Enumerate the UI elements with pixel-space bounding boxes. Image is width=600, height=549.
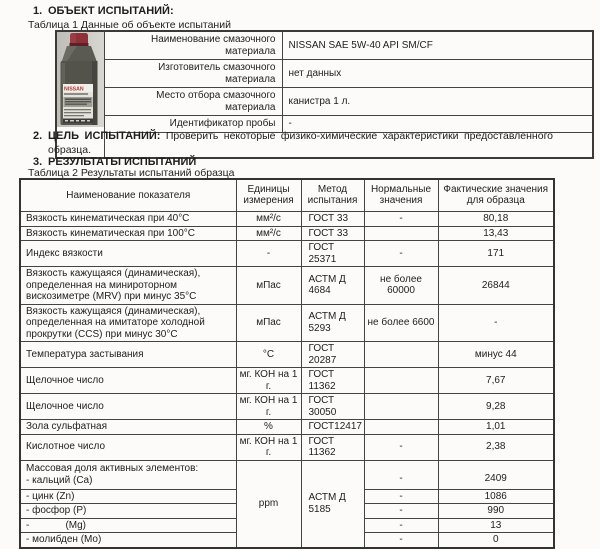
indicator-name-cell: Вязкость кинематическая при 40°С [20, 211, 236, 226]
actual-value-cell: 7,67 [438, 368, 554, 394]
indicator-name-cell: Температура застывания [20, 342, 236, 368]
indicator-name-cell: Индекс вязкости [20, 241, 236, 267]
normal-value-cell: - [364, 241, 438, 267]
normal-value-cell: - [364, 489, 438, 504]
group-method-cell: АСТМ Д 5185 [301, 460, 364, 548]
indicator-name-cell: - молибден (Mo) [20, 533, 236, 548]
table2-header-indicator: Наименование показателя [20, 179, 236, 211]
group-title: Массовая доля активных элементов: [26, 462, 199, 474]
table1-value: нет данных [282, 60, 593, 88]
normal-value-cell: - [364, 518, 438, 533]
normal-value-cell: - [364, 211, 438, 226]
table1-label: Место отбора смазочного материала [104, 88, 282, 116]
method-cell: АСТМ Д 5293 [301, 304, 364, 342]
indicator-name-cell: Кислотное число [20, 434, 236, 460]
normal-value-cell: - [364, 460, 438, 489]
indicator-name-cell: Вязкость кажущаяся (динамическая), определенная на минироторном вискозиметре (MRV) при минус 35°С [20, 267, 236, 305]
method-cell: ГОСТ 20287 [301, 342, 364, 368]
table1-row [56, 60, 593, 88]
actual-value-cell: 13,43 [438, 226, 554, 241]
table2-header-actual: Фактические значения для образца [438, 179, 554, 211]
indicator-name-cell: Щелочное число [20, 368, 236, 394]
table1-value: - [282, 116, 593, 133]
unit-cell: мм²/с [236, 211, 301, 226]
group-unit-cell: ppm [236, 460, 301, 548]
table2-row [20, 304, 554, 342]
table2-row [20, 267, 554, 305]
section-2-paragraph [48, 130, 553, 157]
method-cell: ГОСТ 30050 [301, 394, 364, 420]
table2-row [20, 226, 554, 241]
method-cell: АСТМ Д 4684 [301, 267, 364, 305]
section-1-heading [33, 5, 174, 18]
actual-value-cell: 13 [438, 518, 554, 533]
table2-row [20, 241, 554, 267]
section-3-number: 3. [33, 156, 43, 168]
section-2-title: ЦЕЛЬ ИСПЫТАНИЙ: [48, 130, 161, 142]
section-1-title: ОБЪЕКТ ИСПЫТАНИЙ: [48, 5, 174, 17]
unit-cell: % [236, 420, 301, 435]
indicator-name-cell: - цинк (Zn) [20, 489, 236, 504]
actual-value-cell: 1086 [438, 489, 554, 504]
bottle-brand-text: NISSAN [64, 86, 84, 93]
table1-label: Идентификатор пробы [104, 116, 282, 133]
method-cell: ГОСТ 11362 [301, 368, 364, 394]
group-title-and-first-item-cell [20, 460, 236, 489]
table2-header-row [20, 179, 554, 211]
normal-value-cell [364, 342, 438, 368]
table1-value: NISSAN SAE 5W-40 API SM/CF [282, 31, 593, 60]
table2-header-normal: Нормальные значения [364, 179, 438, 211]
table2-header-method: Метод испытания [301, 179, 364, 211]
method-cell: ГОСТ 33 [301, 226, 364, 241]
unit-cell: мПас [236, 267, 301, 305]
unit-cell: мПас [236, 304, 301, 342]
unit-cell: мг. КОН на 1 г. [236, 434, 301, 460]
actual-value-cell: 80,18 [438, 211, 554, 226]
unit-cell: мм²/с [236, 226, 301, 241]
indicator-name-cell: - фосфор (P) [20, 504, 236, 519]
method-cell: ГОСТ 33 [301, 211, 364, 226]
normal-value-cell [364, 226, 438, 241]
actual-value-cell: 9,28 [438, 394, 554, 420]
indicator-name: - кальций (Ca) [26, 475, 93, 486]
oil-bottle-illustration [57, 32, 104, 127]
actual-value-cell: 2,38 [438, 434, 554, 460]
table2-header-units: Единицы измерения [236, 179, 301, 211]
normal-value-cell [364, 368, 438, 394]
table1-value: канистра 1 л. [282, 88, 593, 116]
unit-cell: °С [236, 342, 301, 368]
indicator-name-cell: Зола сульфатная [20, 420, 236, 435]
table2-row [20, 394, 554, 420]
table2-row [20, 420, 554, 435]
table2-row [20, 368, 554, 394]
actual-value-cell: минус 44 [438, 342, 554, 368]
section-2 [33, 130, 553, 157]
table1-label: Изготовитель смазочного материала [104, 60, 282, 88]
actual-value-cell: - [438, 304, 554, 342]
normal-value-cell: не более 6600 [364, 304, 438, 342]
actual-value-cell: 2409 [438, 460, 554, 489]
section-1-number: 1. [33, 5, 43, 17]
table1-row [56, 31, 593, 60]
actual-value-cell: 990 [438, 504, 554, 519]
method-cell: ГОСТ12417 [301, 420, 364, 435]
normal-value-cell [364, 394, 438, 420]
actual-value-cell: 1,01 [438, 420, 554, 435]
unit-cell: - [236, 241, 301, 267]
table1-label: Наименование смазочного материала [104, 31, 282, 60]
unit-cell: мг. КОН на 1 г. [236, 368, 301, 394]
section-2-body: Проверить некоторые физико-химические характеристики предоставленного образца. [48, 130, 554, 156]
normal-value-cell: - [364, 533, 438, 548]
table1-caption: Таблица 1 Данные об объекте испытаний [28, 19, 231, 31]
section-3-title: РЕЗУЛЬТАТЫ ИСПЫТАНИЙ [48, 156, 197, 168]
normal-value-cell: - [364, 434, 438, 460]
indicator-name-cell: - (Mg) [20, 518, 236, 533]
actual-value-cell: 26844 [438, 267, 554, 305]
table2-row [20, 211, 554, 226]
table2-caption: Таблица 2 Результаты испытаний образца [28, 167, 235, 179]
normal-value-cell [364, 420, 438, 435]
method-cell: ГОСТ 25371 [301, 241, 364, 267]
indicator-name-cell: Щелочное число [20, 394, 236, 420]
table2-test-results [19, 178, 555, 549]
table1-row [56, 88, 593, 116]
actual-value-cell: 171 [438, 241, 554, 267]
actual-value-cell: 0 [438, 533, 554, 548]
method-cell: ГОСТ 11362 [301, 434, 364, 460]
table2-row [20, 342, 554, 368]
normal-value-cell: не более 60000 [364, 267, 438, 305]
unit-cell: мг. КОН на 1 г. [236, 394, 301, 420]
table2-row [20, 434, 554, 460]
normal-value-cell: - [364, 504, 438, 519]
indicator-name-cell: Вязкость кинематическая при 100°С [20, 226, 236, 241]
table2-group-row [20, 460, 554, 489]
section-2-number: 2. [33, 130, 43, 142]
indicator-name-cell: Вязкость кажущаяся (динамическая), определенная на имитаторе холодной прокрутки (CCS) при минус 30°С [20, 304, 236, 342]
